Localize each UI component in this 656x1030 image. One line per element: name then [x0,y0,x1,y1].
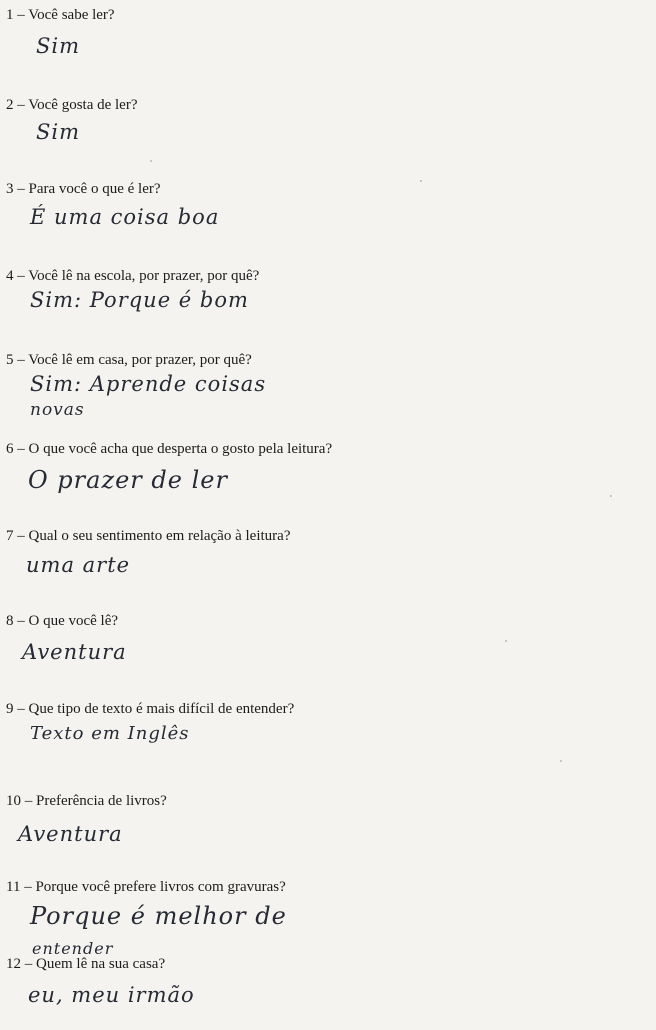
answer-2: Sim [36,120,81,144]
question-1: 1 – Você sabe ler? [6,7,115,23]
answer-3: É uma coisa boa [30,205,220,229]
answer-11-line-1: Porque é melhor de [30,902,287,930]
answer-5-line-2: novas [30,400,85,420]
answer-8: Aventura [22,640,127,664]
answer-6: O prazer de ler [28,466,228,494]
paper-speck [150,160,152,162]
question-9: 9 – Que tipo de texto é mais difícil de entender? [6,701,295,717]
answer-7: uma arte [26,553,131,577]
paper-speck [610,495,612,497]
answer-11-line-2: entender [32,939,114,958]
question-10: 10 – Preferência de livros? [6,793,167,809]
question-2: 2 – Você gosta de ler? [6,97,138,113]
answer-12: eu, meu irmão [28,983,195,1007]
answer-1: Sim [36,34,81,58]
question-4: 4 – Você lê na escola, por prazer, por quê? [6,268,260,284]
paper-speck [505,640,507,642]
question-3: 3 – Para você o que é ler? [6,181,161,197]
answer-10: Aventura [18,822,123,846]
question-8: 8 – O que você lê? [6,613,119,629]
paper-speck [420,180,422,182]
answer-5-line-1: Sim: Aprende coisas [30,372,267,396]
question-7: 7 – Qual o seu sentimento em relação à leitura? [6,528,291,544]
question-6: 6 – O que você acha que desperta o gosto pela leitura? [6,441,333,457]
answer-4: Sim: Porque é bom [30,288,249,312]
question-5: 5 – Você lê em casa, por prazer, por quê? [6,352,252,368]
answer-9: Texto em Inglês [30,723,190,744]
question-12: 12 – Quem lê na sua casa? [6,956,166,972]
paper-speck [560,760,562,762]
question-11: 11 – Porque você prefere livros com gravuras? [6,879,286,895]
